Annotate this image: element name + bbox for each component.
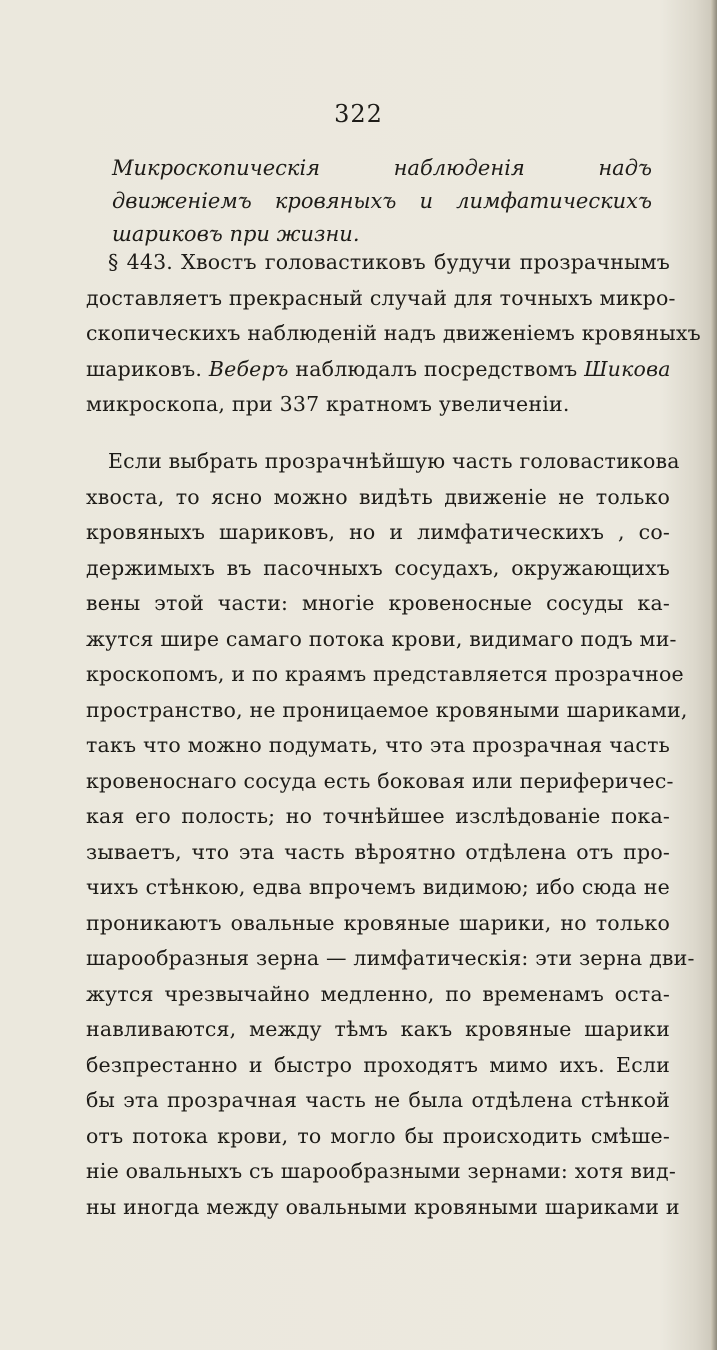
text-line: держимыхъ въ пасочныхъ сосудахъ, окружающихъ xyxy=(86,555,670,580)
text-line: шарообразныя зерна — лимфатическія: эти зерна дви- xyxy=(86,946,695,970)
text-line: шариковъ. Веберъ наблюдалъ посредствомъ Шикова xyxy=(86,356,671,381)
text-line: кровяныхъ шариковъ, но и лимфатическихъ , со- xyxy=(86,520,670,544)
section-heading: Микроскопическія наблюденія надъ движеніемъ кровяныхъ и лимфатическихъ шариковъ при жизни. xyxy=(112,156,652,246)
text-line: доставляетъ прекрасный случай для точныхъ микро- xyxy=(86,285,676,310)
paragraph-443 xyxy=(86,245,701,423)
text-line: чихъ стѣнкою, едва впрочемъ видимою; ибо сюда не xyxy=(86,875,670,899)
text-line: хвоста, то ясно можно видѣть движеніе не только xyxy=(86,484,670,509)
text-line: безпрестанно и быстро проходятъ мимо ихъ. Если xyxy=(86,1052,670,1077)
text-line: пространство, не проницаемое кровяными шариками, xyxy=(86,697,688,722)
text-line: бы эта прозрачная часть не была отдѣлена стѣнкой xyxy=(86,1088,670,1112)
page-edge-shadow xyxy=(711,0,717,1350)
text-line: ніе овальныхъ съ шарообразными зернами: хотя вид- xyxy=(86,1159,676,1183)
text-line: отъ потока крови, то могло бы происходить смѣше- xyxy=(86,1123,670,1148)
text-line: кроскопомъ, и по краямъ представляется прозрачное xyxy=(86,662,684,686)
text-line: Если выбрать прозрачнѣйшую часть головастикова xyxy=(108,449,680,473)
text-line: вены этой части: многіе кровеносные сосуды ка- xyxy=(86,591,670,615)
text-line: проникаютъ овальные кровяные шарики, но только xyxy=(86,910,670,935)
text-line: зываетъ, что эта часть вѣроятно отдѣлена отъ про- xyxy=(86,839,670,864)
text-line: навливаются, между тѣмъ какъ кровяные шарики xyxy=(86,1017,670,1041)
text-line: микроскопа, при 337 кратномъ увеличеніи. xyxy=(86,392,570,416)
author-name-shikov: Шикова xyxy=(584,356,671,381)
text-line: кая его полость; но точнѣйшее изслѣдованіе пока- xyxy=(86,804,670,828)
text-line: жутся чрезвычайно медленно, по временамъ оста- xyxy=(86,981,670,1006)
page-number: 322 xyxy=(334,100,383,128)
text-line: скопическихъ наблюденій надъ движеніемъ кровяныхъ xyxy=(86,321,701,345)
text-line: кровеноснаго сосуда есть боковая или периферичес- xyxy=(86,768,674,793)
author-name-weber: Веберъ xyxy=(208,356,289,381)
paragraph-body xyxy=(86,444,695,1225)
text-line: жутся шире самаго потока крови, видимаго подъ ми- xyxy=(86,626,677,651)
text-line: такъ что можно подумать, что эта прозрачная часть xyxy=(86,733,670,757)
text-line: § 443. Хвостъ головастиковъ будучи прозрачнымъ xyxy=(108,250,670,274)
text-line: ны иногда между овальными кровяными шариками и xyxy=(86,1194,680,1219)
